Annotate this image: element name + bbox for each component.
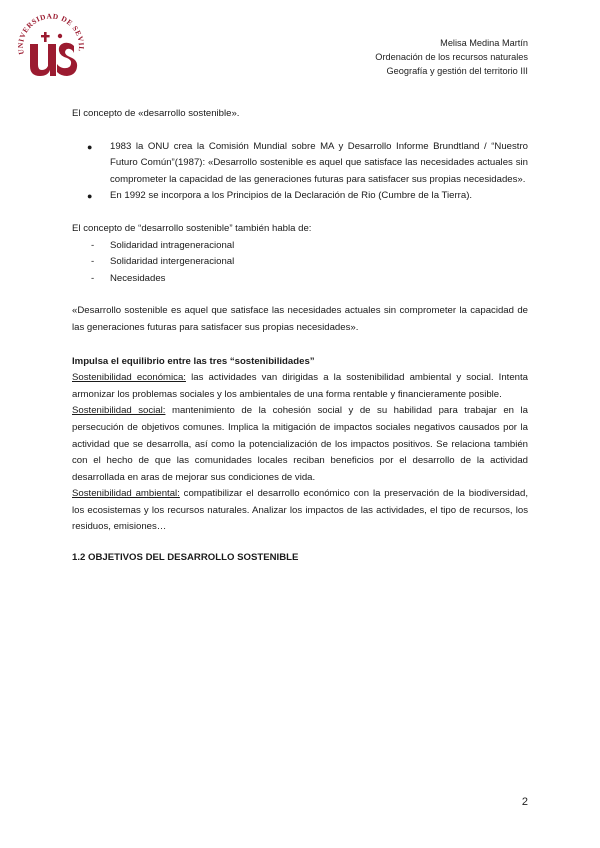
page-number: 2 bbox=[521, 796, 528, 808]
university-logo bbox=[12, 8, 90, 86]
document-header bbox=[375, 36, 528, 78]
document-body bbox=[72, 106, 528, 567]
bullet-icon: ● bbox=[87, 191, 93, 202]
environmental-term: Sostenibilidad ambiental: bbox=[72, 488, 180, 500]
dash-icon: - bbox=[91, 239, 95, 251]
header-degree: Geografía y gestión del territorio III bbox=[386, 66, 528, 76]
list-item bbox=[72, 238, 528, 255]
economic-term: Sostenibilidad económica: bbox=[72, 372, 186, 384]
environmental-paragraph bbox=[72, 486, 528, 536]
economic-text: las actividades van dirigidas a la sostenibilidad ambiental y social. Intenta armonizar los problemas sociales y los ambientales de una forma rentable y financieramente posible. bbox=[72, 372, 528, 400]
list-item bbox=[72, 271, 528, 288]
bullet-text: En 1992 se incorpora a los Principios de la Declaración de Rio (Cumbre de la Tierra). bbox=[110, 190, 473, 202]
logo-ring-text: UNIVERSIDAD DE SEVIL bbox=[15, 11, 87, 56]
header-author: Melisa Medina Martín bbox=[440, 38, 528, 48]
intro-paragraph: El concepto de «desarrollo sostenible». bbox=[72, 108, 240, 119]
logo-emblem bbox=[30, 32, 77, 76]
bullet-icon: ● bbox=[87, 141, 93, 152]
history-list bbox=[72, 139, 528, 205]
social-text: mantenimiento de la cohesión social y de su habilidad para trabajar en la persecución de objetivos comunes. Implica la mitigación de impactos sociales negativos causados por la actividad que se desarrolla, así como la potencialización de los impactos positivos. Se relaciona también con el hecho de que las comunidades locales reciban beneficios por el desarrollo de la actividad desarrollada en aras de mejorar sus condiciones de vida. bbox=[72, 405, 528, 483]
economic-paragraph bbox=[72, 370, 528, 403]
dash-icon: - bbox=[91, 256, 95, 268]
definition-quote: «Desarrollo sostenible es aquel que satisface las necesidades actuales sin comprometer la capacidad de las generaciones futuras para satisfacer sus propias necesidades». bbox=[72, 305, 528, 333]
bullet-text: 1983 la ONU crea la Comisión Mundial sobre MA y Desarrollo Informe Brundtland / “Nuestro Futuro Común”(1987): «Desarrollo sostenible es aquel que satisface las necesidades actuales sin comprometer la capacidad de las generaciones futuras para satisfacer sus propias necesidades». bbox=[110, 140, 528, 185]
concept-list bbox=[72, 238, 528, 288]
social-paragraph bbox=[72, 403, 528, 486]
concept-text: Necesidades bbox=[110, 272, 166, 284]
balance-heading: Impulsa el equilibrio entre las tres “sostenibilidades” bbox=[72, 355, 315, 367]
concept-intro: El concepto de “desarrollo sostenible” también habla de: bbox=[72, 222, 312, 234]
concept-text: Solidaridad intrageneracional bbox=[110, 239, 235, 251]
environmental-text: compatibilizar el desarrollo económico con la preservación de la biodiversidad, los ecosistemas y los recursos naturales. Analizar los impactos de las actividades, el tipo de recursos, los residuos, emisiones… bbox=[72, 488, 528, 533]
list-item bbox=[72, 188, 528, 205]
list-item bbox=[72, 254, 528, 271]
section-title: 1.2 OBJETIVOS DEL DESARROLLO SOSTENIBLE bbox=[72, 552, 299, 564]
dash-icon: - bbox=[91, 272, 95, 284]
social-term: Sostenibilidad social: bbox=[72, 405, 166, 417]
list-item bbox=[72, 139, 528, 189]
concept-text: Solidaridad intergeneracional bbox=[110, 256, 235, 268]
header-subject: Ordenación de los recursos naturales bbox=[375, 52, 528, 62]
